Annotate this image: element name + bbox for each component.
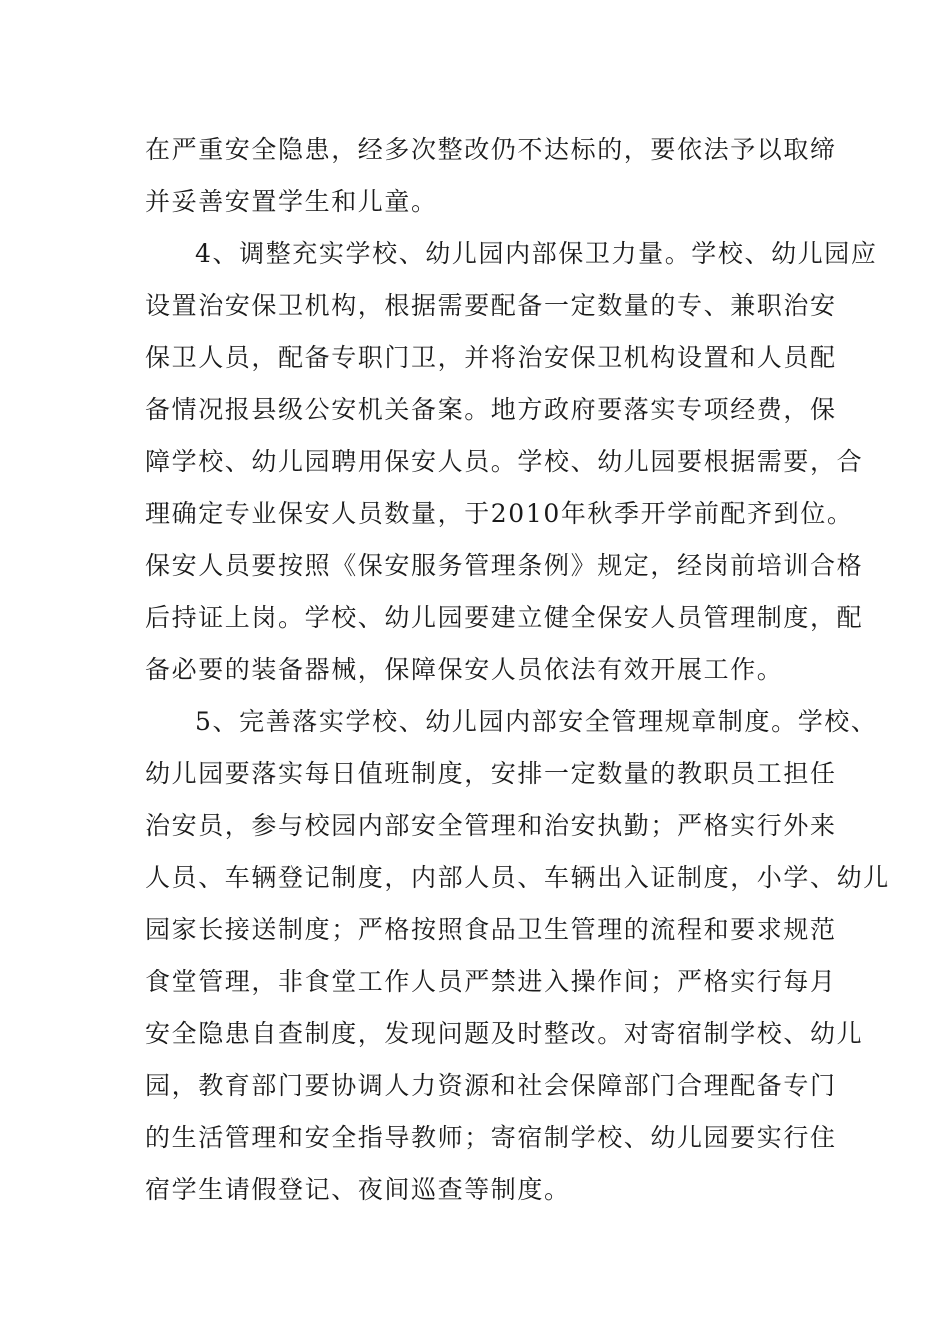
text-line: 备必要的装备器械，保障保安人员依法有效开展工作。 bbox=[145, 655, 784, 684]
text-line: 治安员，参与校园内部安全管理和治安执勤；严格实行外来 bbox=[145, 811, 837, 840]
text-line: 理确定专业保安人员数量，于2010年秋季开学前配齐到位。 bbox=[145, 499, 854, 528]
text-line: 保安人员要按照《保安服务管理条例》规定，经岗前培训合格 bbox=[145, 551, 864, 580]
text-line: 保卫人员，配备专职门卫，并将治安保卫机构设置和人员配 bbox=[145, 343, 837, 372]
text-line: 食堂管理，非食堂工作人员严禁进入操作间；严格实行每月 bbox=[145, 967, 837, 996]
text-line: 人员、车辆登记制度，内部人员、车辆出入证制度，小学、幼儿 bbox=[145, 863, 890, 892]
text-line: 宿学生请假登记、夜间巡查等制度。 bbox=[145, 1175, 571, 1204]
paragraph-4-start: 4、调整充实学校、幼儿园内部保卫力量。学校、幼儿园应 bbox=[195, 239, 878, 268]
text-line: 在严重安全隐患，经多次整改仍不达标的，要依法予以取缔 bbox=[145, 135, 837, 164]
text-line: 设置治安保卫机构，根据需要配备一定数量的专、兼职治安 bbox=[145, 291, 837, 320]
text-line: 并妥善安置学生和儿童。 bbox=[145, 187, 438, 216]
paragraph-5-start: 5、完善落实学校、幼儿园内部安全管理规章制度。学校、 bbox=[195, 707, 878, 736]
text-line: 备情况报县级公安机关备案。地方政府要落实专项经费，保 bbox=[145, 395, 837, 424]
text-line: 安全隐患自查制度，发现问题及时整改。对寄宿制学校、幼儿 bbox=[145, 1019, 864, 1048]
text-line: 幼儿园要落实每日值班制度，安排一定数量的教职员工担任 bbox=[145, 759, 837, 788]
text-line: 后持证上岗。学校、幼儿园要建立健全保安人员管理制度，配 bbox=[145, 603, 864, 632]
text-line: 的生活管理和安全指导教师；寄宿制学校、幼儿园要实行住 bbox=[145, 1123, 837, 1152]
text-line: 园，教育部门要协调人力资源和社会保障部门合理配备专门 bbox=[145, 1071, 837, 1100]
text-line: 园家长接送制度；严格按照食品卫生管理的流程和要求规范 bbox=[145, 915, 837, 944]
text-line: 障学校、幼儿园聘用保安人员。学校、幼儿园要根据需要，合 bbox=[145, 447, 864, 476]
